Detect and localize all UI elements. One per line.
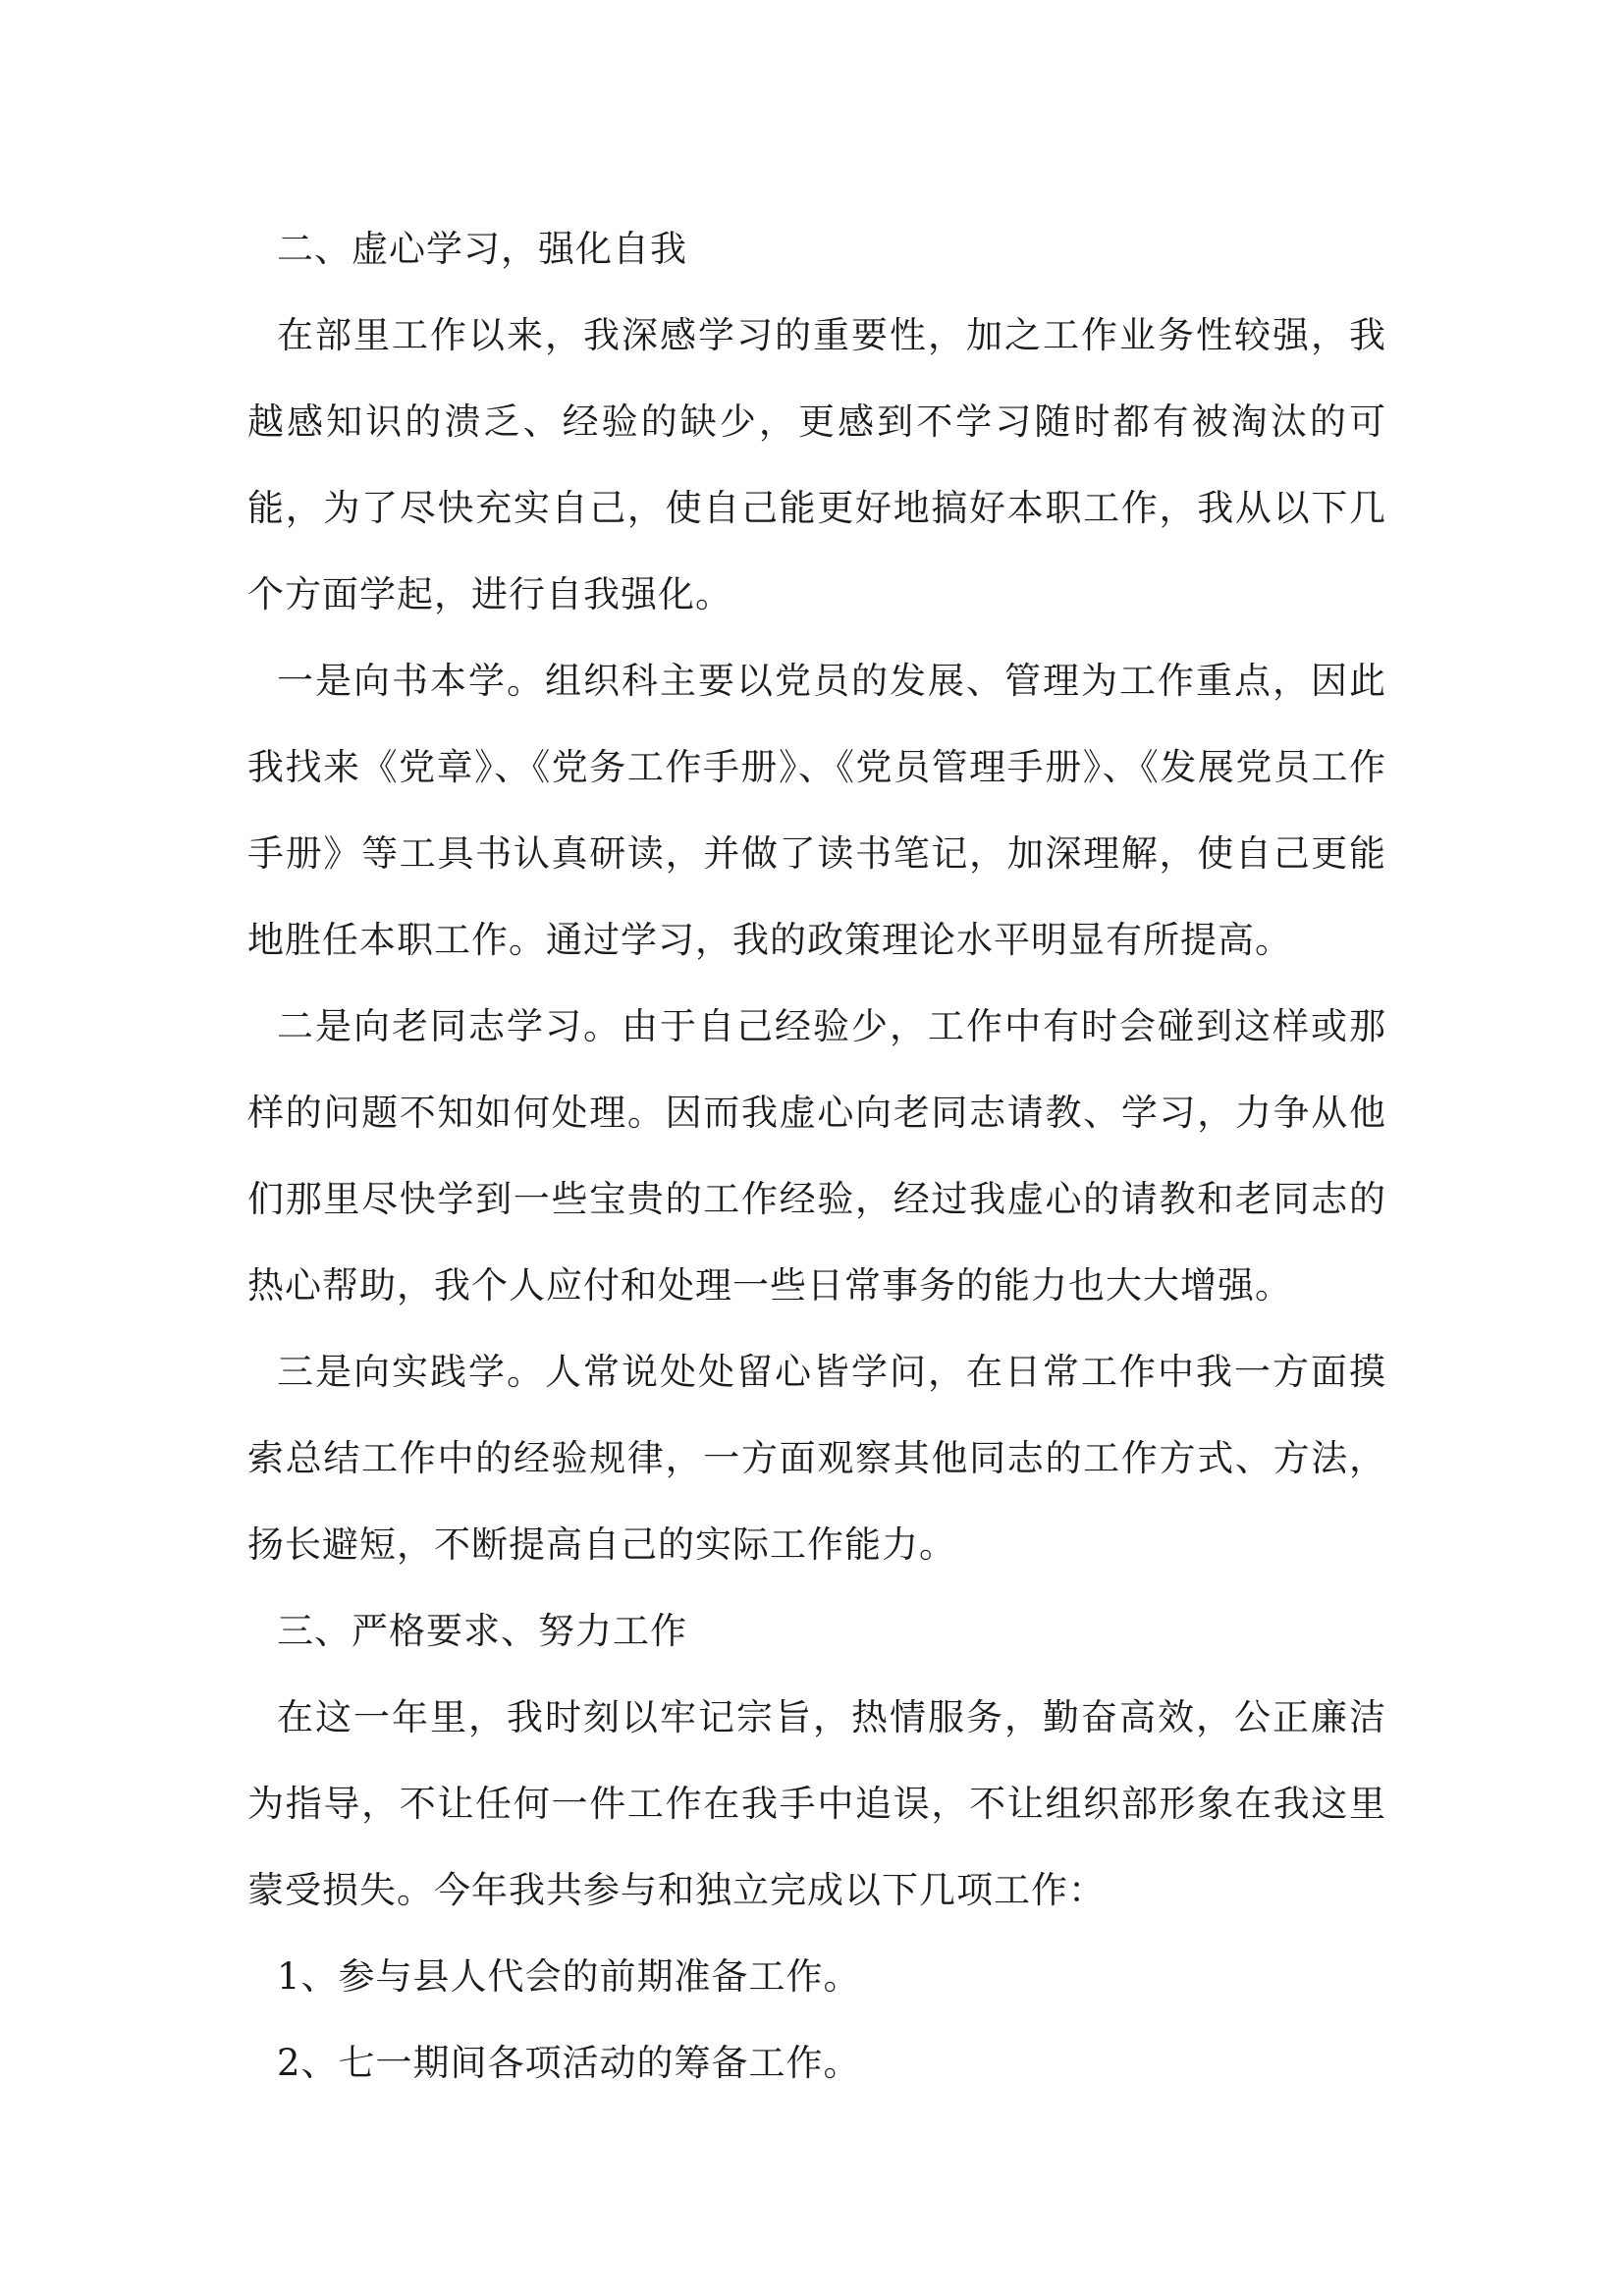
- section-heading-study: 二、虚心学习，强化自我: [277, 228, 687, 270]
- paragraph-study-intro: 在部里工作以来，我深感学习的重要性，加之工作业务性较强，我越感知识的溃乏、经验的缺少，更感到不学习随时都有被淘汰的可能，为了尽快充实自己，使自己能更好地搞好本职工作，我从以下几个方面学起，进行自我强化。: [247, 314, 1386, 615]
- section-heading-work: 三、严格要求、努力工作: [277, 1610, 687, 1652]
- paragraph-learn-from-books: 一是向书本学。组织科主要以党员的发展、管理为工作重点，因此我找来《党章》、《党务工作手册》、《党员管理手册》、《发展党员工作手册》等工具书认真研读，并做了读书笔记，加深理解，使自己更能地胜任本职工作。通过学习，我的政策理论水平明显有所提高。: [247, 660, 1386, 961]
- paragraph-learn-from-practice: 三是向实践学。人常说处处留心皆学问，在日常工作中我一方面摸索总结工作中的经验规律，一方面观察其他同志的工作方式、方法，扬长避短，不断提高自己的实际工作能力。: [247, 1351, 1386, 1566]
- paragraph-learn-from-colleagues: 二是向老同志学习。由于自己经验少，工作中有时会碰到这样或那样的问题不知如何处理。因而我虚心向老同志请教、学习，力争从他们那里尽快学到一些宝贵的工作经验，经过我虚心的请教和老同志的热心帮助，我个人应付和处理一些日常事务的能力也大大增强。: [247, 1005, 1386, 1307]
- document-body: [247, 206, 1386, 2107]
- list-item-1: 1、参与县人代会的前期准备工作。: [277, 1955, 861, 1998]
- list-item-2: 2、七一期间各项活动的筹备工作。: [277, 2042, 861, 2084]
- paragraph-work-intro: 在这一年里，我时刻以牢记宗旨，热情服务，勤奋高效，公正廉洁为指导，不让任何一件工作在我手中追误，不让组织部形象在我这里蒙受损失。今年我共参与和独立完成以下几项工作：: [247, 1696, 1386, 1911]
